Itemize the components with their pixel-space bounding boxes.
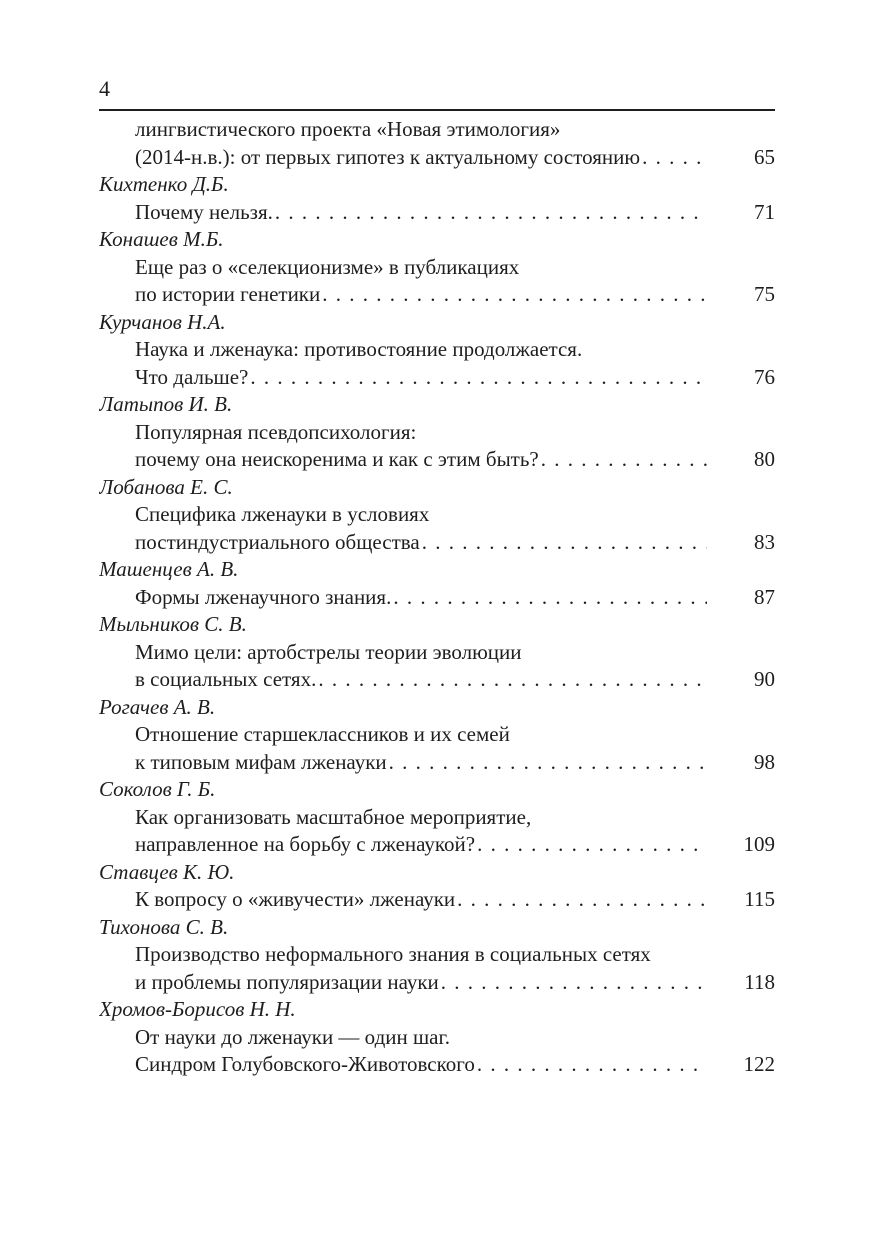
- page-number: 4: [99, 76, 110, 101]
- toc-title-text: Что дальше?: [135, 364, 249, 389]
- toc-title-line: Наука и лженаука: противостояние продолжается.: [135, 337, 583, 361]
- toc-title-text: постиндустриального общества: [135, 529, 420, 554]
- toc-entry-line-with-page: [99, 446, 775, 474]
- toc-entry-line-with-page: [99, 199, 775, 227]
- toc-entry-line-with-page: [99, 969, 775, 997]
- toc-page-ref: 109: [743, 832, 775, 856]
- toc-title-text: Синдром Голубовского-Животовского: [135, 1052, 475, 1076]
- toc-entry-line-with-page: [99, 529, 775, 557]
- dot-leader: [275, 199, 707, 227]
- toc-author: Лобанова Е. С.: [99, 474, 233, 499]
- toc-author: Рогачев А. В.: [99, 694, 216, 719]
- toc-author: Мыльников С. В.: [99, 612, 247, 636]
- toc-title-line: Производство неформального знания в социальных сетях: [135, 942, 651, 966]
- toc-page-ref: 65: [754, 144, 775, 169]
- toc-page-ref: 76: [754, 364, 775, 389]
- toc-title-text: (2014-н.в.): от первых гипотез к актуальному состоянию: [135, 144, 641, 169]
- toc-page-ref: 90: [754, 667, 775, 691]
- toc-title-text: направленное на борьбу с лженаукой?: [135, 832, 476, 856]
- toc-author: Тихонова С. В.: [99, 914, 229, 939]
- toc-author: Курчанов Н.А.: [99, 309, 226, 334]
- toc-author: Соколов Г. Б.: [99, 777, 216, 801]
- toc-author: Латыпов И. В.: [99, 392, 233, 416]
- toc-page-ref: 80: [754, 447, 775, 471]
- toc-entry-line-with-page: [99, 666, 775, 694]
- toc-author: Кихтенко Д.Б.: [99, 172, 229, 196]
- toc-title-text: и проблемы популяризации науки: [135, 969, 439, 994]
- toc-title-line: От науки до лженауки — один шаг.: [135, 1024, 450, 1049]
- toc-entry-line-with-page: [99, 281, 775, 309]
- dot-leader: [457, 886, 707, 914]
- dot-leader: [441, 969, 707, 997]
- dot-leader: [250, 364, 707, 392]
- toc-page-ref: 83: [754, 529, 775, 554]
- page-header: [99, 76, 775, 111]
- toc-entry-line-with-page: [99, 886, 775, 914]
- dot-leader: [389, 749, 707, 777]
- dot-leader: [477, 1051, 707, 1079]
- header-rule: [99, 109, 775, 111]
- toc-title-line: Популярная псевдопсихология:: [135, 419, 417, 444]
- toc-title-text: по истории генетики: [135, 282, 321, 306]
- dot-leader: [477, 831, 707, 859]
- toc-title-line: лингвистического проекта «Новая этимология»: [135, 117, 561, 141]
- toc-title-line: Специфика лженауки в условиях: [135, 502, 430, 526]
- toc-author: Машенцев А. В.: [99, 557, 239, 581]
- toc-page-ref: 115: [744, 887, 775, 911]
- toc-title-text: Почему нельзя.: [135, 199, 273, 224]
- dot-leader: [322, 281, 707, 309]
- toc-entry-line-with-page: [99, 584, 775, 612]
- toc-title-line: Еще раз о «селекционизме» в публикациях: [135, 254, 520, 279]
- toc-title-text: К вопросу о «живучести» лженауки: [135, 887, 456, 911]
- dot-leader: [318, 666, 707, 694]
- toc-page-ref: 98: [754, 749, 775, 774]
- toc-title-text: к типовым мифам лженауки: [135, 749, 387, 774]
- toc-title-line: Отношение старшеклассников и их семей: [135, 722, 510, 746]
- toc-title-text: почему она неискоренима и как с этим быть?: [135, 447, 539, 471]
- toc-title-text: в социальных сетях.: [135, 667, 317, 691]
- dot-leader: [541, 446, 707, 474]
- toc-entry-line-with-page: [99, 749, 775, 777]
- toc-entry-line-with-page: [99, 364, 775, 392]
- dot-leader: [393, 584, 707, 612]
- toc-page-ref: 122: [743, 1052, 775, 1076]
- toc-title-line: Мимо цели: артобстрелы теории эволюции: [135, 639, 522, 664]
- dot-leader: [642, 144, 707, 172]
- toc-title-text: Формы лженаучного знания.: [135, 584, 392, 609]
- toc-page-ref: 87: [754, 584, 775, 609]
- toc-list: [99, 116, 775, 1079]
- toc-author: Конашев М.Б.: [99, 227, 224, 251]
- toc-author: Ставцев К. Ю.: [99, 859, 235, 884]
- toc-page-ref: 75: [754, 282, 775, 306]
- toc-page-ref: 118: [744, 969, 775, 994]
- toc-entry-line-with-page: [99, 144, 775, 172]
- toc-entry-line-with-page: [99, 831, 775, 859]
- toc-entry-line-with-page: [99, 1051, 775, 1079]
- toc-title-line: Как организовать масштабное мероприятие,: [135, 804, 532, 829]
- toc-page-ref: 71: [754, 199, 775, 224]
- dot-leader: [422, 529, 707, 557]
- toc-author: Хромов-Борисов Н. Н.: [99, 997, 296, 1021]
